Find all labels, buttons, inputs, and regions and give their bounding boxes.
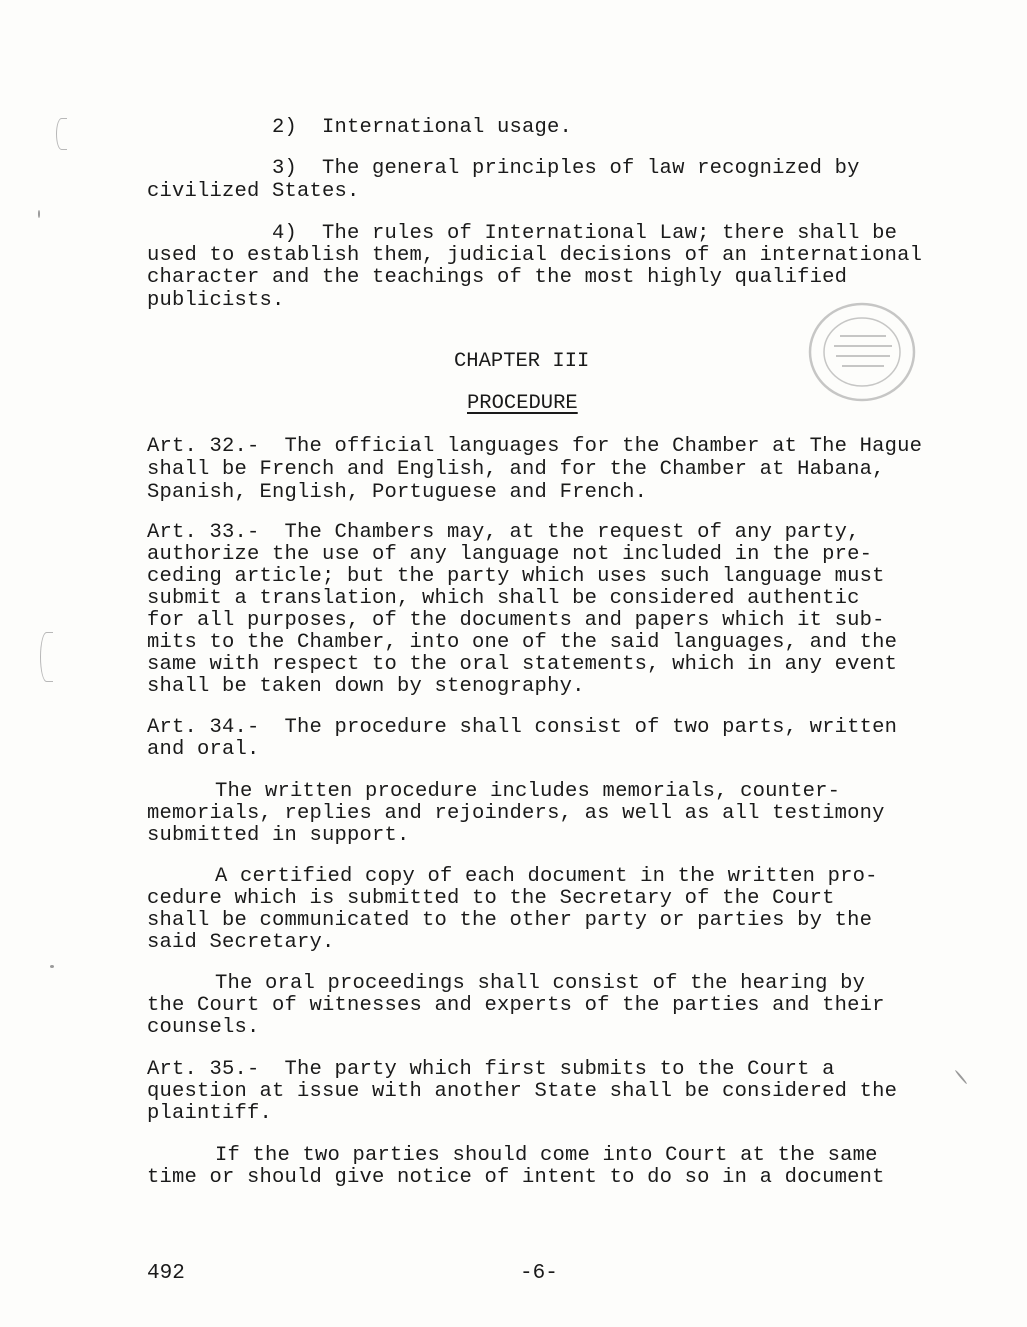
- certified-line-2: cedure which is submitted to the Secretary of the Court: [147, 887, 835, 910]
- oral-line-1: The oral proceedings shall consist of the hearing by: [215, 972, 866, 995]
- art-33-line-4: submit a translation, which shall be considered authentic: [147, 587, 860, 610]
- two-parties-line-2: time or should give notice of intent to do so in a document: [147, 1166, 885, 1189]
- art-33-line-6: mits to the Chamber, into one of the said languages, and the: [147, 631, 898, 654]
- art-35-line-2: question at issue with another State shall be considered the: [147, 1080, 898, 1103]
- margin-hole-mark-top: [56, 118, 67, 150]
- art-34-line-2: and oral.: [147, 738, 260, 761]
- principles-line-1: 3) The general principles of law recognized by: [272, 157, 860, 180]
- margin-hole-mark-middle: [40, 632, 53, 682]
- certified-line-3: shall be communicated to the other party or parties by the: [147, 909, 873, 932]
- margin-speck: [38, 210, 40, 218]
- art-32-line-1: Art. 32.- The official languages for the Chamber at The Hague: [147, 435, 923, 458]
- art-32-line-3: Spanish, English, Portuguese and French.: [147, 481, 648, 504]
- margin-speck: [954, 1069, 967, 1084]
- art-33-line-5: for all purposes, of the documents and papers which it sub-: [147, 609, 885, 632]
- certified-line-4: said Secretary.: [147, 931, 335, 954]
- art-32-line-2: shall be French and English, and for the Chamber at Habana,: [147, 458, 885, 481]
- rules-line-1: 4) The rules of International Law; there shall be: [272, 222, 898, 245]
- written-line-3: submitted in support.: [147, 824, 410, 847]
- art-33-line-2: authorize the use of any language not included in the pre-: [147, 543, 873, 566]
- certified-line-1: A certified copy of each document in the written pro-: [215, 865, 878, 888]
- oral-line-2: the Court of witnesses and experts of the parties and their: [147, 994, 885, 1017]
- archive-stamp-icon: [806, 300, 918, 404]
- art-33-line-8: shall be taken down by stenography.: [147, 675, 585, 698]
- rules-line-3: character and the teachings of the most highly qualified: [147, 266, 848, 289]
- written-line-2: memorials, replies and rejoinders, as well as all testimony: [147, 802, 885, 825]
- art-35-line-1: Art. 35.- The party which first submits to the Court a: [147, 1058, 835, 1081]
- art-34-line-1: Art. 34.- The procedure shall consist of two parts, written: [147, 716, 898, 739]
- page-number: -6-: [520, 1262, 558, 1285]
- written-line-1: The written procedure includes memorials, counter-: [215, 780, 841, 803]
- usage-line-1: 2) International usage.: [272, 116, 573, 139]
- art-33-line-7: same with respect to the oral statements, which in any event: [147, 653, 898, 676]
- art-35-line-3: plaintiff.: [147, 1102, 273, 1125]
- oral-line-3: counsels.: [147, 1016, 260, 1039]
- rules-line-2: used to establish them, judicial decisions of an international: [147, 244, 923, 267]
- principles-line-2: civilized States.: [147, 180, 360, 203]
- chapter-title: CHAPTER III: [454, 350, 590, 373]
- document-number: 492: [147, 1262, 185, 1285]
- art-33-line-1: Art. 33.- The Chambers may, at the request of any party,: [147, 521, 860, 544]
- rules-line-4: publicists.: [147, 289, 285, 312]
- section-title: PROCEDURE: [467, 392, 578, 415]
- two-parties-line-1: If the two parties should come into Court at the same: [215, 1144, 878, 1167]
- art-33-line-3: ceding article; but the party which uses such language must: [147, 565, 885, 588]
- margin-speck: [50, 965, 54, 968]
